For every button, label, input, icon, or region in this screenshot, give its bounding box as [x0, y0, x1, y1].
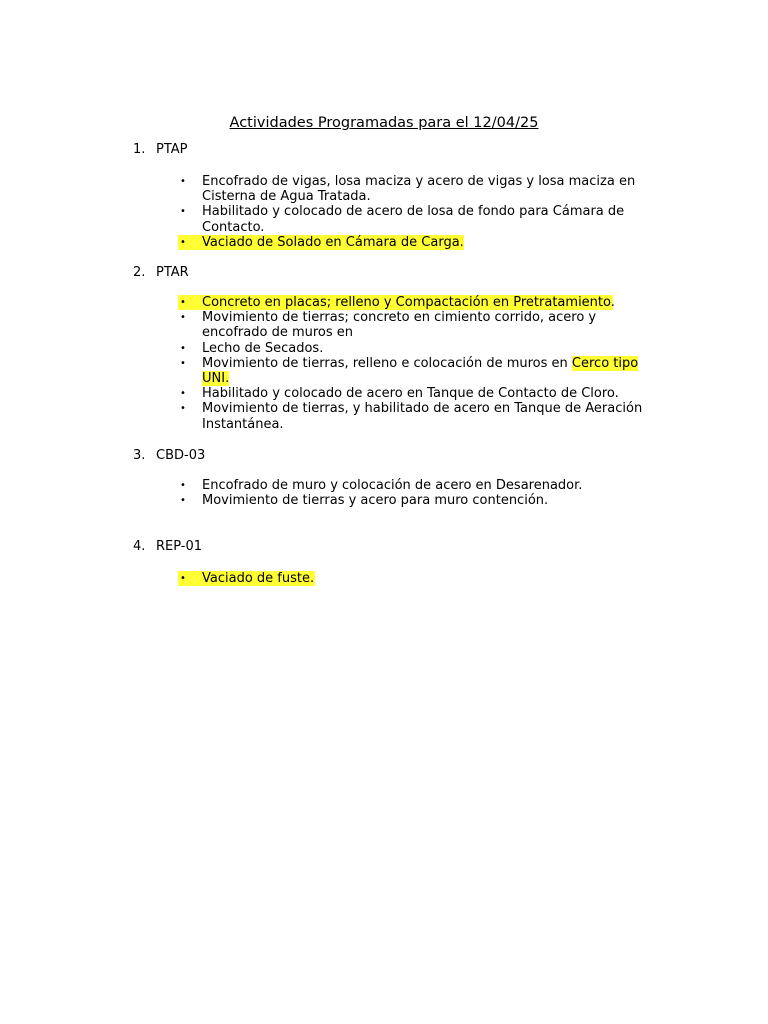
- list-item-highlighted: [178, 571, 658, 586]
- item-text: Encofrado de muro y colocación de acero en Desarenador.: [202, 478, 583, 493]
- bullet-icon: •: [180, 312, 186, 324]
- list-item: [178, 401, 658, 431]
- section-heading-rep-01: [133, 539, 202, 555]
- item-text: Concreto en placas; relleno y Compactación en Pretratamiento.: [202, 295, 615, 310]
- item-text: Habilitado y colocado de acero de losa de fondo para Cámara de Contacto.: [202, 204, 625, 235]
- bullet-icon: •: [180, 297, 186, 308]
- bullet-list-ptar: [178, 295, 658, 432]
- list-item: [178, 204, 658, 234]
- list-item: [178, 493, 658, 508]
- bullet-icon: •: [180, 342, 186, 354]
- list-item: [178, 310, 658, 340]
- section-number: 3.: [133, 448, 146, 463]
- section-number: 1.: [133, 142, 146, 157]
- bullet-icon: •: [180, 206, 186, 218]
- item-text: Movimiento de tierras, y habilitado de acero en Tanque de Aeración Instantánea.: [202, 401, 643, 432]
- section-number: 2.: [133, 265, 146, 280]
- bullet-list-rep-01: [178, 571, 658, 586]
- item-text-highlighted: Cerco tipo UNI.: [202, 355, 639, 387]
- list-item: [178, 386, 658, 401]
- bullet-icon: •: [180, 495, 186, 507]
- section-heading-ptap: [133, 142, 188, 158]
- bullet-icon: •: [180, 388, 186, 400]
- page-title: Actividades Programadas para el 12/04/25: [229, 115, 539, 131]
- bullet-icon: •: [180, 236, 186, 248]
- item-text: Movimiento de tierras, relleno e colocación de muros en: [202, 355, 572, 371]
- section-name: CBD-03: [156, 448, 206, 463]
- item-text: Movimiento de tierras; concreto en cimiento corrido, acero y encofrado de muros en: [202, 310, 597, 341]
- bullet-list-ptap: [178, 174, 658, 250]
- section-name: PTAR: [156, 265, 189, 280]
- bullet-icon: •: [180, 403, 186, 415]
- list-item-partial-highlight: [178, 356, 658, 386]
- bullet-list-cbd-03: [178, 478, 658, 508]
- list-item-highlighted: [178, 295, 658, 310]
- section-heading-ptar: [133, 265, 189, 281]
- item-text: Encofrado de vigas, losa maciza y acero de vigas y losa maciza en Cisterna de Agua Tratada.: [202, 174, 636, 205]
- list-item: [178, 174, 658, 204]
- item-text: Vaciado de Solado en Cámara de Carga.: [202, 234, 464, 250]
- list-item: [178, 341, 658, 356]
- item-text: Movimiento de tierras y acero para muro contención.: [202, 493, 549, 509]
- bullet-icon: •: [180, 176, 186, 187]
- item-text: Vaciado de fuste.: [202, 571, 315, 586]
- item-text: Lecho de Secados.: [202, 340, 324, 356]
- bullet-icon: •: [180, 480, 186, 491]
- list-item: [178, 478, 658, 493]
- list-item-highlighted: [178, 235, 658, 250]
- bullet-icon: •: [180, 357, 186, 369]
- item-text: Habilitado y colocado de acero en Tanque de Contacto de Cloro.: [202, 386, 619, 402]
- section-name: REP-01: [156, 539, 203, 554]
- bullet-icon: •: [180, 573, 186, 584]
- section-name: PTAP: [156, 142, 188, 157]
- section-number: 4.: [133, 539, 146, 554]
- section-heading-cbd-03: [133, 448, 205, 464]
